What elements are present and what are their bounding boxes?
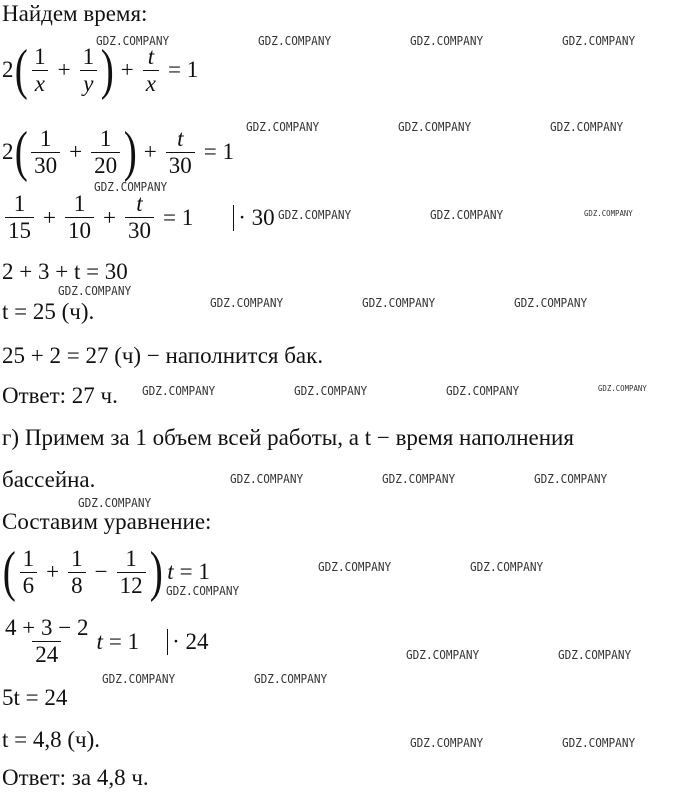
coef: 2: [2, 57, 14, 82]
numerator: 1: [99, 125, 112, 151]
numerator: 1: [39, 125, 52, 151]
paren-open: (: [14, 39, 28, 101]
equals-rhs: = 1: [203, 139, 235, 164]
fraction: [2, 616, 91, 667]
watermark: GDZ.COMPANY: [294, 384, 368, 398]
operator: +: [143, 139, 157, 164]
equation-5: [2, 616, 209, 667]
watermark: GDZ.COMPANY: [58, 284, 132, 298]
line-t: t = 25 (ч).: [2, 299, 95, 324]
line-total: 25 + 2 = 27 (ч) − наполнится бак.: [2, 343, 324, 368]
denominator: 10: [65, 217, 94, 243]
operator: +: [102, 204, 116, 230]
answer-2: Ответ: за 4,8 ч.: [2, 765, 149, 790]
numerator: 1: [13, 191, 26, 216]
multiplier-bar: [167, 629, 168, 655]
fraction: [166, 127, 195, 178]
paren-close: ): [149, 541, 163, 603]
fraction: [31, 127, 60, 178]
paren-open: (: [14, 121, 28, 183]
fraction: [80, 45, 98, 96]
denominator: x: [32, 70, 48, 96]
watermark: GDZ.COMPANY: [142, 384, 216, 398]
equals-rhs: = 1: [168, 57, 199, 82]
denominator: 30: [166, 152, 195, 178]
denominator: 8: [68, 572, 86, 598]
watermark: GDZ.COMPANY: [598, 384, 647, 393]
variable: t: [167, 559, 174, 584]
paren-close: ): [100, 39, 114, 101]
equals-rhs: = 1: [179, 559, 210, 584]
numerator: t: [136, 191, 143, 216]
watermark: GDZ.COMPANY: [246, 120, 320, 134]
operator: +: [57, 57, 71, 82]
watermark: GDZ.COMPANY: [166, 584, 240, 598]
equation-2: [2, 121, 240, 183]
denominator: 30: [31, 152, 60, 178]
watermark: GDZ.COMPANY: [584, 209, 633, 218]
numerator: 1: [125, 545, 137, 571]
watermark: GDZ.COMPANY: [318, 560, 392, 574]
watermark: GDZ.COMPANY: [514, 296, 588, 310]
watermark: GDZ.COMPANY: [78, 496, 152, 510]
equals-rhs: = 1: [162, 204, 194, 230]
operator: +: [120, 57, 134, 82]
numerator: t: [147, 43, 155, 69]
variable: t: [96, 628, 103, 654]
watermark: GDZ.COMPANY: [254, 672, 328, 686]
watermark: GDZ.COMPANY: [446, 384, 520, 398]
watermark: GDZ.COMPANY: [550, 120, 624, 134]
watermark: GDZ.COMPANY: [430, 208, 504, 222]
denominator: 12: [117, 572, 146, 598]
compose-equation: Составим уравнение:: [2, 509, 212, 534]
watermark: GDZ.COMPANY: [410, 736, 484, 750]
coef: 2: [2, 139, 14, 164]
watermark: GDZ.COMPANY: [562, 736, 636, 750]
watermark: GDZ.COMPANY: [102, 672, 176, 686]
watermark: GDZ.COMPANY: [230, 472, 304, 486]
fraction: [117, 547, 146, 598]
watermark: GDZ.COMPANY: [558, 648, 632, 662]
multiplier: · 30: [238, 204, 275, 230]
numerator: 1: [22, 545, 35, 571]
fraction: [125, 192, 154, 243]
watermark: GDZ.COMPANY: [410, 34, 484, 48]
equals-rhs: = 1: [108, 628, 140, 654]
watermark: GDZ.COMPANY: [278, 208, 352, 222]
watermark: GDZ.COMPANY: [534, 472, 608, 486]
denominator: 20: [91, 152, 120, 178]
numerator: 4 + 3 − 2: [5, 615, 89, 640]
watermark: GDZ.COMPANY: [470, 560, 544, 574]
operator: +: [69, 139, 83, 164]
operator: +: [43, 204, 56, 230]
watermark: GDZ.COMPANY: [382, 472, 456, 486]
multiplier: · 24: [172, 628, 209, 654]
watermark: GDZ.COMPANY: [406, 648, 480, 662]
denominator: 30: [125, 217, 154, 243]
part-g-intro: г) Примем за 1 объем всей работы, а t − время наполнения: [2, 425, 574, 450]
operator: +: [46, 559, 60, 584]
part-g-cont: бассейна.: [2, 467, 96, 492]
paren-close: ): [123, 121, 137, 183]
fraction: [91, 127, 120, 178]
watermark: GDZ.COMPANY: [258, 34, 332, 48]
fraction: [20, 547, 38, 598]
denominator: 24: [32, 641, 61, 667]
numerator: 1: [71, 545, 83, 571]
watermark: GDZ.COMPANY: [362, 296, 436, 310]
watermark: GDZ.COMPANY: [94, 180, 168, 194]
line-5t: 5t = 24: [2, 685, 68, 710]
watermark: GDZ.COMPANY: [398, 120, 472, 134]
watermark: GDZ.COMPANY: [562, 34, 636, 48]
operator: −: [94, 559, 108, 584]
multiplier-bar: [233, 205, 234, 231]
heading: Найдем время:: [2, 1, 148, 26]
numerator: t: [177, 125, 184, 151]
numerator: 1: [34, 43, 46, 69]
denominator: x: [143, 70, 159, 96]
fraction: [65, 192, 94, 243]
fraction: [31, 45, 49, 96]
line-t-result: t = 4,8 (ч).: [2, 727, 100, 752]
line-sum: 2 + 3 + t = 30: [2, 259, 128, 284]
watermark: GDZ.COMPANY: [96, 34, 170, 48]
fraction: [5, 192, 34, 243]
denominator: 6: [20, 572, 38, 598]
fraction: [143, 45, 159, 96]
paren-open: (: [2, 541, 16, 603]
answer-1: Ответ: 27 ч.: [2, 383, 118, 408]
equation-3: [2, 192, 275, 243]
denominator: y: [80, 70, 96, 96]
fraction: [68, 547, 86, 598]
numerator: 1: [82, 43, 95, 69]
numerator: 1: [73, 191, 86, 216]
denominator: 15: [5, 217, 34, 243]
watermark: GDZ.COMPANY: [210, 296, 284, 310]
